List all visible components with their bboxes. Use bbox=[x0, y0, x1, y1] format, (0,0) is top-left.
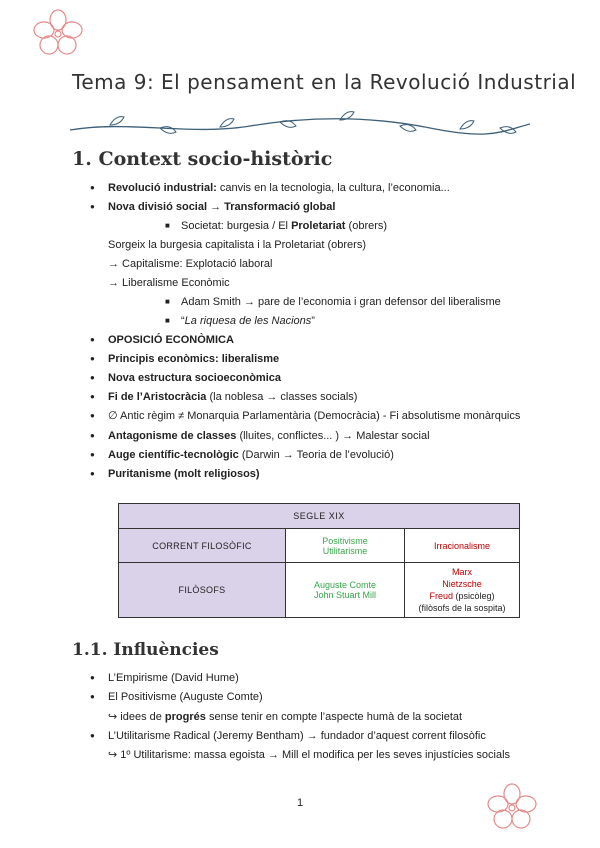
text-line: ↪ idees de progrés sense tenir en compte l’aspecte humà de la societat bbox=[108, 711, 463, 723]
list-item: ● Revolució industrial: canvis en la tecnologia, la cultura, l’economia... bbox=[108, 181, 450, 195]
flower-decoration-top-icon bbox=[30, 8, 86, 58]
page-title: Tema 9: El pensament en la Revolució Industrial bbox=[72, 70, 577, 94]
list-item: ■ Societat: burgesia / El Proletariat (obrers) bbox=[181, 219, 387, 233]
section-heading-context: 1. Context socio-històric bbox=[72, 148, 333, 170]
list-item: ● El Positivisme (Auguste Comte) bbox=[108, 690, 263, 704]
list-item: ■ “La riquesa de les Nacions” bbox=[181, 314, 315, 328]
table-cell: Auguste Comte John Stuart Mill bbox=[286, 563, 405, 618]
text-line: → Liberalisme Econòmic bbox=[108, 277, 230, 289]
text-line: ↪ 1º Utilitarisme: massa egoista → Mill el modifica per les seves injustícies socials bbox=[108, 749, 511, 761]
table-row-label: CORRENT FILOSÒFIC bbox=[119, 529, 286, 563]
table-cell: Irracionalisme bbox=[405, 529, 520, 563]
text-line: Sorgeix la burgesia capitalista i la Proletariat (obrers) bbox=[108, 239, 367, 251]
list-item: ● L’Empirisme (David Hume) bbox=[108, 671, 239, 685]
list-item: ● ∅ Antic règim ≠ Monarquia Parlamentària (Democràcia) - Fi absolutisme monàrquics bbox=[108, 409, 520, 423]
table-cell: Marx Nietzsche Freud (psicòleg) (filòsofs de la sospita) bbox=[405, 563, 520, 618]
text-line: → Capitalisme: Explotació laboral bbox=[108, 258, 273, 270]
list-item: ● Antagonisme de classes (lluites, conflictes... ) → Malestar social bbox=[108, 429, 430, 443]
table-header: SEGLE XIX bbox=[119, 504, 520, 529]
list-item: ● Nova estructura socioeconòmica bbox=[108, 371, 281, 385]
list-item: ● Nova divisió social → Transformació global bbox=[108, 200, 335, 214]
list-item: ● Puritanisme (molt religiosos) bbox=[108, 467, 260, 481]
list-item: ● Auge científic-tecnològic (Darwin → Teoria de l’evolució) bbox=[108, 448, 394, 462]
list-item: ● OPOSICIÓ ECONÒMICA bbox=[108, 333, 234, 347]
segle-xix-table bbox=[118, 503, 520, 618]
table-row-label: FILÒSOFS bbox=[119, 563, 286, 618]
vine-divider-icon bbox=[70, 110, 530, 140]
list-item: ■ Adam Smith → pare de l’economia i gran defensor del liberalisme bbox=[181, 295, 501, 309]
page-number: 1 bbox=[296, 797, 304, 809]
list-item: ● Principis econòmics: liberalisme bbox=[108, 352, 279, 366]
table-cell: Positivisme Utilitarisme bbox=[286, 529, 405, 563]
list-item: ● Fi de l’Aristocràcia (la noblesa → classes socials) bbox=[108, 390, 357, 404]
section-heading-influences: 1.1. Influències bbox=[72, 640, 219, 660]
list-item: ● L’Utilitarisme Radical (Jeremy Bentham) → fundador d’aquest corrent filosòfic bbox=[108, 729, 486, 743]
